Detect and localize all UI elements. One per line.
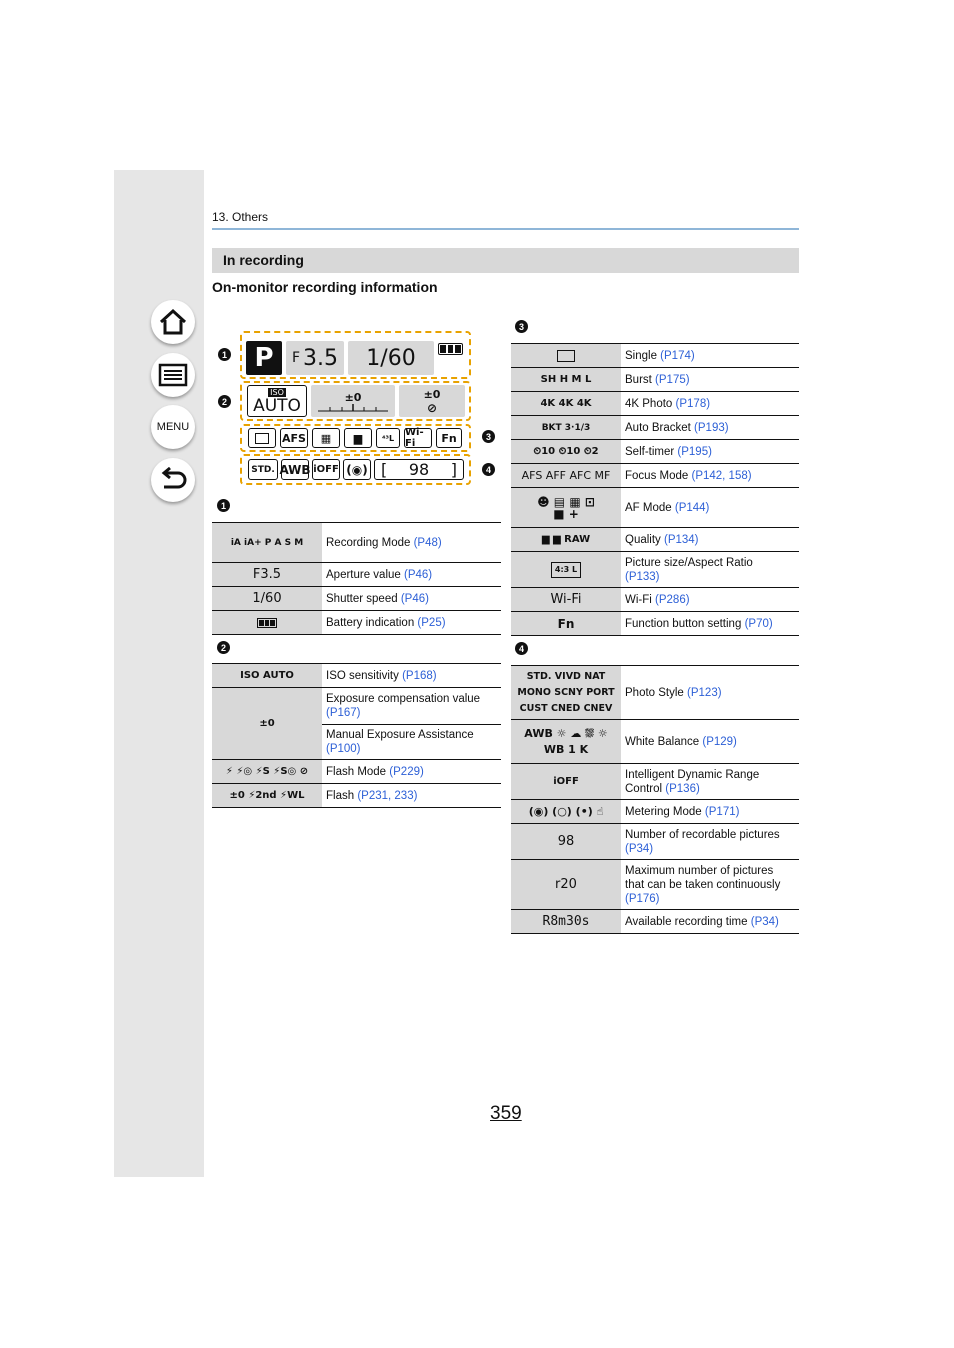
table-cell: Function button setting (P70)	[625, 617, 773, 630]
table-row	[511, 392, 799, 416]
table-cell: White Balance (P129)	[625, 735, 737, 748]
page-link[interactable]: (P48)	[413, 536, 442, 549]
home-button[interactable]	[151, 300, 195, 344]
metering-icons: (◉) (○) (•) ☝	[511, 800, 621, 823]
icon-cell: F3.5	[212, 563, 322, 586]
table-row	[511, 666, 799, 720]
exposure-display	[311, 385, 395, 417]
page-link[interactable]: (P34)	[625, 842, 654, 855]
aperture-prefix: F	[291, 350, 301, 366]
quality-cell	[344, 428, 372, 448]
table-row	[511, 612, 799, 636]
table-cell: Number of recordable pictures (P34)	[625, 828, 780, 855]
idr-icon: iOFF	[511, 764, 621, 799]
exposure-icon: ±0	[212, 688, 322, 759]
page-link[interactable]: (P175)	[655, 373, 690, 386]
page-link[interactable]: (P70)	[744, 617, 773, 630]
table1-number: 1	[217, 499, 230, 512]
table3	[511, 343, 799, 636]
mode-display: P	[246, 341, 282, 375]
fn-icon: Fn	[511, 612, 621, 635]
aperture-value: 3.5	[303, 345, 339, 371]
focus-mode-cell: AFS	[280, 428, 308, 448]
callout-2: 2	[218, 395, 231, 408]
callout-4: 4	[482, 463, 495, 476]
table-row	[212, 664, 501, 688]
recordable-cell	[374, 459, 464, 480]
drive-single-cell	[248, 428, 276, 448]
table-row	[212, 688, 501, 760]
page-link[interactable]: (P34)	[750, 915, 779, 928]
4k-photo-icons: 4K 4K 4K	[511, 392, 621, 415]
burst-icons: SH H M L	[511, 368, 621, 391]
table-row	[212, 523, 501, 563]
table-cell: Flash (P231, 233)	[326, 789, 418, 802]
contents-button[interactable]	[151, 353, 195, 397]
page-link[interactable]: (P25)	[417, 616, 446, 629]
page-link[interactable]: (P178)	[675, 397, 711, 410]
table4-number: 4	[515, 642, 528, 655]
table-row	[511, 800, 799, 824]
page-link[interactable]: (P168)	[402, 669, 437, 682]
table-cell: Flash Mode (P229)	[326, 765, 424, 778]
table1	[212, 522, 501, 635]
icon-cell: r20	[511, 860, 621, 909]
size-cell	[376, 428, 400, 448]
page-link[interactable]: (P229)	[389, 765, 424, 778]
flash-off-icon: ⊘	[426, 400, 438, 415]
table-cell: AF Mode (P144)	[625, 501, 710, 514]
page-link[interactable]: (P100)	[326, 742, 361, 755]
wifi-icon: Wi-Fi	[511, 588, 621, 611]
table-cell: Battery indication (P25)	[326, 616, 446, 629]
list-icon	[158, 363, 188, 387]
table-row	[511, 910, 799, 934]
bracket-right-icon: ]	[450, 460, 457, 479]
page-link[interactable]: (P46)	[404, 568, 433, 581]
table-row	[511, 368, 799, 392]
table-row	[212, 587, 501, 611]
page-link[interactable]: (P134)	[664, 533, 699, 546]
flash-display	[399, 385, 465, 417]
af-area-icon: ▦	[320, 431, 332, 445]
table-cell: Maximum number of pictures that can be taken continuously (P176)	[625, 864, 781, 905]
fn-cell: Fn	[436, 428, 462, 448]
table-row	[511, 860, 799, 910]
table-cell: 4K Photo (P178)	[625, 397, 711, 410]
table3-number: 3	[515, 320, 528, 333]
icon-cell	[212, 611, 322, 634]
af-mode-cell	[312, 428, 340, 448]
table-row	[511, 824, 799, 860]
battery-icon	[257, 618, 277, 628]
page-link[interactable]: (P136)	[665, 782, 700, 795]
flash-icons: ±0 ⚡2nd ⚡WL	[212, 784, 322, 807]
table-cell: Metering Mode (P171)	[625, 805, 740, 818]
metering-icon: (◉)	[346, 462, 368, 477]
menu-label: MENU	[156, 421, 190, 433]
iso-label: ISO	[270, 387, 284, 397]
header-rule	[212, 228, 799, 230]
quality-icon: ▆	[353, 431, 363, 445]
white-balance-icons: AWB ☼ ☁ ⛆ ☼ WB 1 K	[511, 720, 621, 763]
metering-cell	[343, 459, 371, 480]
table-row	[212, 760, 501, 784]
table-row	[511, 344, 799, 368]
page-link[interactable]: (P176)	[625, 892, 660, 905]
page-link[interactable]: (P174)	[660, 349, 695, 362]
table-row	[511, 588, 799, 612]
table-cell: Single (P174)	[625, 349, 695, 362]
single-shot-icon	[511, 344, 621, 367]
table-cell: Intelligent Dynamic Range Control (P136)	[625, 768, 760, 795]
table-cell: Self-timer (P195)	[625, 445, 712, 458]
self-timer-icons: ⏲10 ⏲10 ⏲2	[511, 440, 621, 463]
page-link[interactable]: (P231, 233)	[357, 789, 418, 802]
exposure-scale-icon	[318, 404, 388, 412]
table4	[511, 665, 799, 934]
recordable-count: 98	[408, 460, 430, 479]
battery-icon	[438, 343, 463, 355]
picture-size-icon: 4:3 L	[511, 552, 621, 587]
table-row	[212, 784, 501, 808]
page-link[interactable]: (P167)	[326, 706, 361, 719]
page-link[interactable]: (P129)	[702, 735, 737, 748]
table-cell: Shutter speed (P46)	[326, 592, 429, 605]
table2-number: 2	[217, 641, 230, 654]
table-row	[511, 440, 799, 464]
wb-cell: AWB	[281, 459, 309, 480]
page-link[interactable]: (P171)	[704, 805, 740, 818]
iso-display	[247, 385, 307, 417]
page-link[interactable]: (P144)	[674, 501, 710, 514]
page-link[interactable]: (P123)	[687, 686, 722, 699]
table-row	[212, 563, 501, 587]
table-row	[511, 528, 799, 552]
table-cell: Picture size/Aspect Ratio (P133)	[625, 556, 753, 583]
table-row	[511, 464, 799, 488]
table-cell: Aperture value (P46)	[326, 568, 433, 581]
page-link[interactable]: (P46)	[400, 592, 429, 605]
photo-style-icons: STD. VIVD NAT MONO SCNY PORT CUST CNED CNEV	[511, 666, 621, 719]
table-cell: Auto Bracket (P193)	[625, 421, 729, 434]
table-row	[511, 552, 799, 588]
recording-mode-icons: iA iA+ P A S M	[212, 523, 322, 562]
photo-style-cell: STD.	[248, 459, 278, 480]
callout-3: 3	[482, 430, 495, 443]
table-cell: Available recording time (P34)	[625, 915, 779, 928]
table-cell: Focus Mode (P142, 158)	[625, 469, 752, 482]
table-cell: Quality (P134)	[625, 533, 699, 546]
wifi-cell: Wi-Fi	[404, 428, 432, 448]
table-row	[511, 416, 799, 440]
aspect-icon: ⁴³L	[381, 433, 395, 443]
table-row	[212, 611, 501, 635]
table-row	[511, 488, 799, 528]
table-cell: Wi-Fi (P286)	[625, 593, 690, 606]
focus-mode-icons: AFS AFF AFC MF	[511, 464, 621, 487]
table-cell: Exposure compensation value (P167) Manual Exposure Assistance (P100)	[322, 688, 501, 759]
page-link[interactable]: (P142, 158)	[691, 469, 752, 482]
page-link[interactable]: (P286)	[655, 593, 690, 606]
page-link[interactable]: (P195)	[677, 445, 712, 458]
icon-cell: 98	[511, 824, 621, 859]
table-cell: Burst (P175)	[625, 373, 690, 386]
bracket-left-icon: [	[381, 460, 388, 479]
bracket-icon: BKT 3·1/3	[511, 416, 621, 439]
flash-mode-icons: ⚡ ⚡◎ ⚡S ⚡S◎ ⊘	[212, 760, 322, 783]
exposure-value: ±0	[344, 390, 362, 404]
page-link[interactable]: (P193)	[694, 421, 729, 434]
table2	[212, 663, 501, 808]
idr-cell: iOFF	[312, 459, 340, 480]
iso-value: AUTO	[253, 395, 301, 416]
page-number: 359	[490, 1103, 522, 1124]
page-subtitle: On-monitor recording information	[212, 279, 438, 295]
table-cell: ISO sensitivity (P168)	[326, 669, 437, 682]
shutter-display: 1/60	[348, 341, 434, 375]
page-link[interactable]: (P133)	[625, 570, 660, 583]
single-shot-icon	[255, 433, 269, 444]
aperture-display	[286, 341, 344, 375]
chapter-label: 13. Others	[212, 210, 269, 224]
table-row	[511, 764, 799, 800]
menu-button[interactable]	[151, 405, 195, 449]
monitor-diagram	[237, 331, 473, 486]
af-mode-icons: ☻ ▤ ▦ ⊡ ■ +	[511, 488, 621, 527]
callout-1: 1	[218, 348, 231, 361]
icon-cell: R8m30s	[511, 910, 621, 933]
table-cell: Photo Style (P123)	[625, 686, 722, 699]
flash-adj-value: ±0	[423, 387, 441, 401]
home-icon	[158, 308, 188, 336]
table-row	[511, 720, 799, 764]
quality-icons: ▆ ▆ RAW	[511, 528, 621, 551]
section-title: In recording	[212, 248, 799, 273]
iso-icon: ISO AUTO	[212, 664, 322, 687]
table-cell: Recording Mode (P48)	[326, 536, 442, 549]
back-button[interactable]	[151, 458, 195, 502]
icon-cell: 1/60	[212, 587, 322, 610]
back-arrow-icon	[158, 467, 188, 493]
